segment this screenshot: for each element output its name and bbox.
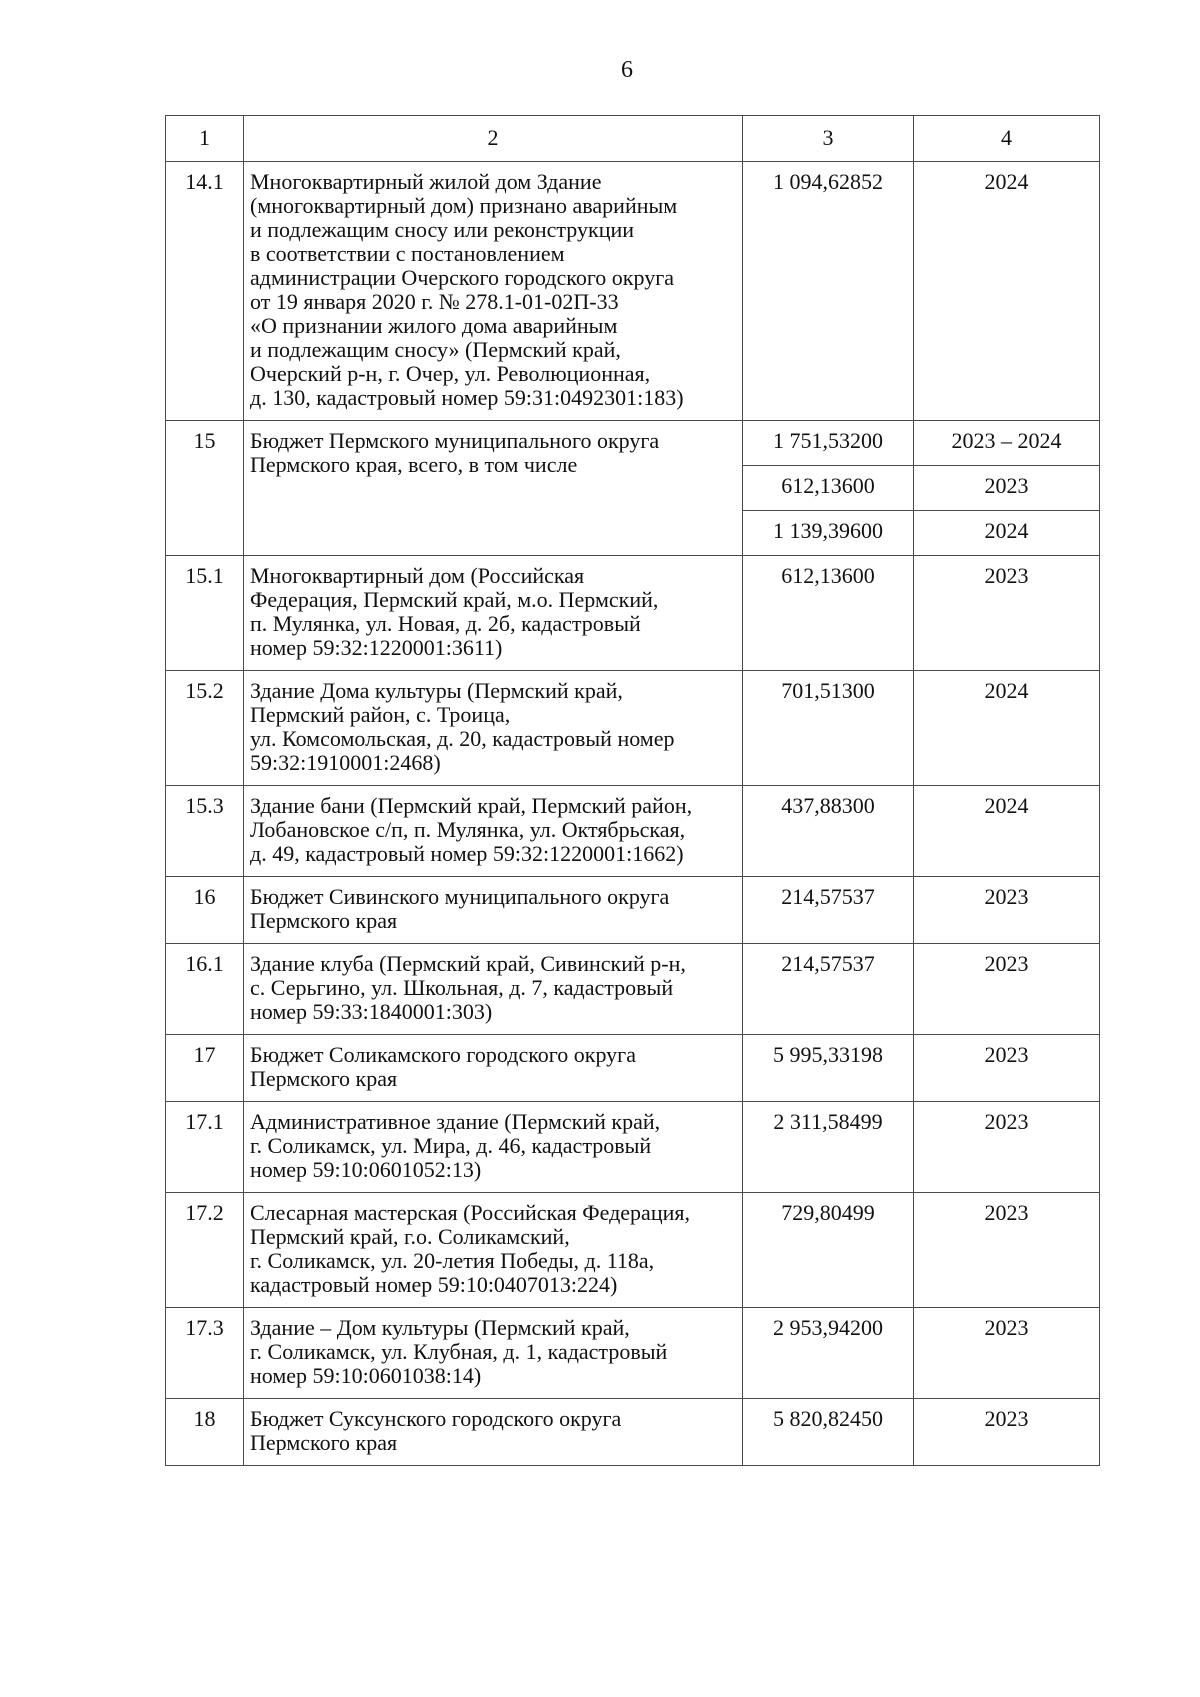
table-row: [166, 1399, 1100, 1466]
row-year: 2023: [914, 1102, 1100, 1193]
row-number: 17.2: [166, 1193, 244, 1308]
row-description: Здание бани (Пермский край, Пермский район, Лобановское с/п, п. Мулянка, ул. Октябрьская, д. 49, кадастровый номер 59:32:1220001:1662): [244, 786, 743, 877]
table-row: [166, 556, 1100, 671]
table-row: [166, 1308, 1100, 1399]
column-header-1: 1: [166, 116, 244, 162]
row-description: Бюджет Суксунского городского округа Пермского края: [244, 1399, 743, 1466]
row-amount: 701,51300: [743, 671, 914, 786]
row-number: 15.3: [166, 786, 244, 877]
row-year: 2023: [914, 944, 1100, 1035]
row-amount: 2 311,58499: [743, 1102, 914, 1193]
table-row: [166, 671, 1100, 786]
row-description: Административное здание (Пермский край, г. Соликамск, ул. Мира, д. 46, кадастровый номер 59:10:0601052:13): [244, 1102, 743, 1193]
table-row: [166, 944, 1100, 1035]
column-header-3: 3: [743, 116, 914, 162]
row-year: 2023: [914, 1035, 1100, 1102]
row-year: 2024: [914, 162, 1100, 421]
table-row: [166, 1193, 1100, 1308]
row-description: Здание – Дом культуры (Пермский край, г. Соликамск, ул. Клубная, д. 1, кадастровый номер 59:10:0601038:14): [244, 1308, 743, 1399]
row-year: 2024: [914, 511, 1100, 556]
row-number: 17: [166, 1035, 244, 1102]
row-year: 2023: [914, 1308, 1100, 1399]
row-number: 18: [166, 1399, 244, 1466]
row-year: 2023: [914, 1399, 1100, 1466]
row-number: 17.3: [166, 1308, 244, 1399]
row-number: 15.1: [166, 556, 244, 671]
column-header-4: 4: [914, 116, 1100, 162]
row-amount: 729,80499: [743, 1193, 914, 1308]
row-year: 2023: [914, 1193, 1100, 1308]
table-row: [166, 1035, 1100, 1102]
row-amount: 214,57537: [743, 944, 914, 1035]
row-description: Многоквартирный дом (Российская Федерация, Пермский край, м.о. Пермский, п. Мулянка, ул. Новая, д. 2б, кадастровый номер 59:32:1220001:3611): [244, 556, 743, 671]
row-amount: 437,88300: [743, 786, 914, 877]
row-amount: 5 820,82450: [743, 1399, 914, 1466]
row-amount: 1 139,39600: [743, 511, 914, 556]
row-amount: 612,13600: [743, 556, 914, 671]
row-year: 2023: [914, 877, 1100, 944]
row-amount: 2 953,94200: [743, 1308, 914, 1399]
row-amount: 612,13600: [743, 466, 914, 511]
row-description: Бюджет Сивинского муниципального округа Пермского края: [244, 877, 743, 944]
column-header-2: 2: [244, 116, 743, 162]
table-row: [166, 877, 1100, 944]
row-amount: 214,57537: [743, 877, 914, 944]
row-year: 2023: [914, 466, 1100, 511]
page-number: 6: [621, 57, 633, 83]
row-description: Здание Дома культуры (Пермский край, Пермский район, с. Троица, ул. Комсомольская, д. 20, кадастровый номер 59:32:1910001:2468): [244, 671, 743, 786]
table-row: [166, 162, 1100, 421]
row-number: 17.1: [166, 1102, 244, 1193]
row-description: Многоквартирный жилой дом Здание (многоквартирный дом) признано аварийным и подлежащим сносу или реконструкции в соответствии с постановлением администрации Очерского городского округа от 19 января 2020 г. № 278.1-01-02П-33 «О признании жилого дома аварийным и подлежащим сносу» (Пермский край, Очерский р-н, г. Очер, ул. Революционная, д. 130, кадастровый номер 59:31:0492301:183): [244, 162, 743, 421]
row-number: 15.2: [166, 671, 244, 786]
row-year: 2023 – 2024: [914, 421, 1100, 466]
row-amount: 1 751,53200: [743, 421, 914, 466]
row-number: 16.1: [166, 944, 244, 1035]
row-number: 15: [166, 421, 244, 556]
budget-table: [165, 115, 1100, 1466]
row-number: 14.1: [166, 162, 244, 421]
row-amount: 5 995,33198: [743, 1035, 914, 1102]
row-amount: 1 094,62852: [743, 162, 914, 421]
table-header-row: [166, 116, 1100, 162]
row-year: 2024: [914, 671, 1100, 786]
table-row: [166, 1102, 1100, 1193]
table-row: [166, 421, 1100, 466]
row-year: 2024: [914, 786, 1100, 877]
row-description: Здание клуба (Пермский край, Сивинский р-н, с. Серьгино, ул. Школьная, д. 7, кадастровый номер 59:33:1840001:303): [244, 944, 743, 1035]
table-row: [166, 786, 1100, 877]
row-description: Бюджет Пермского муниципального округа Пермского края, всего, в том числе: [244, 421, 743, 556]
row-year: 2023: [914, 556, 1100, 671]
row-number: 16: [166, 877, 244, 944]
row-description: Бюджет Соликамского городского округа Пермского края: [244, 1035, 743, 1102]
row-description: Слесарная мастерская (Российская Федерация, Пермский край, г.о. Соликамский, г. Соликамск, ул. 20-летия Победы, д. 118а, кадастровый номер 59:10:0407013:224): [244, 1193, 743, 1308]
